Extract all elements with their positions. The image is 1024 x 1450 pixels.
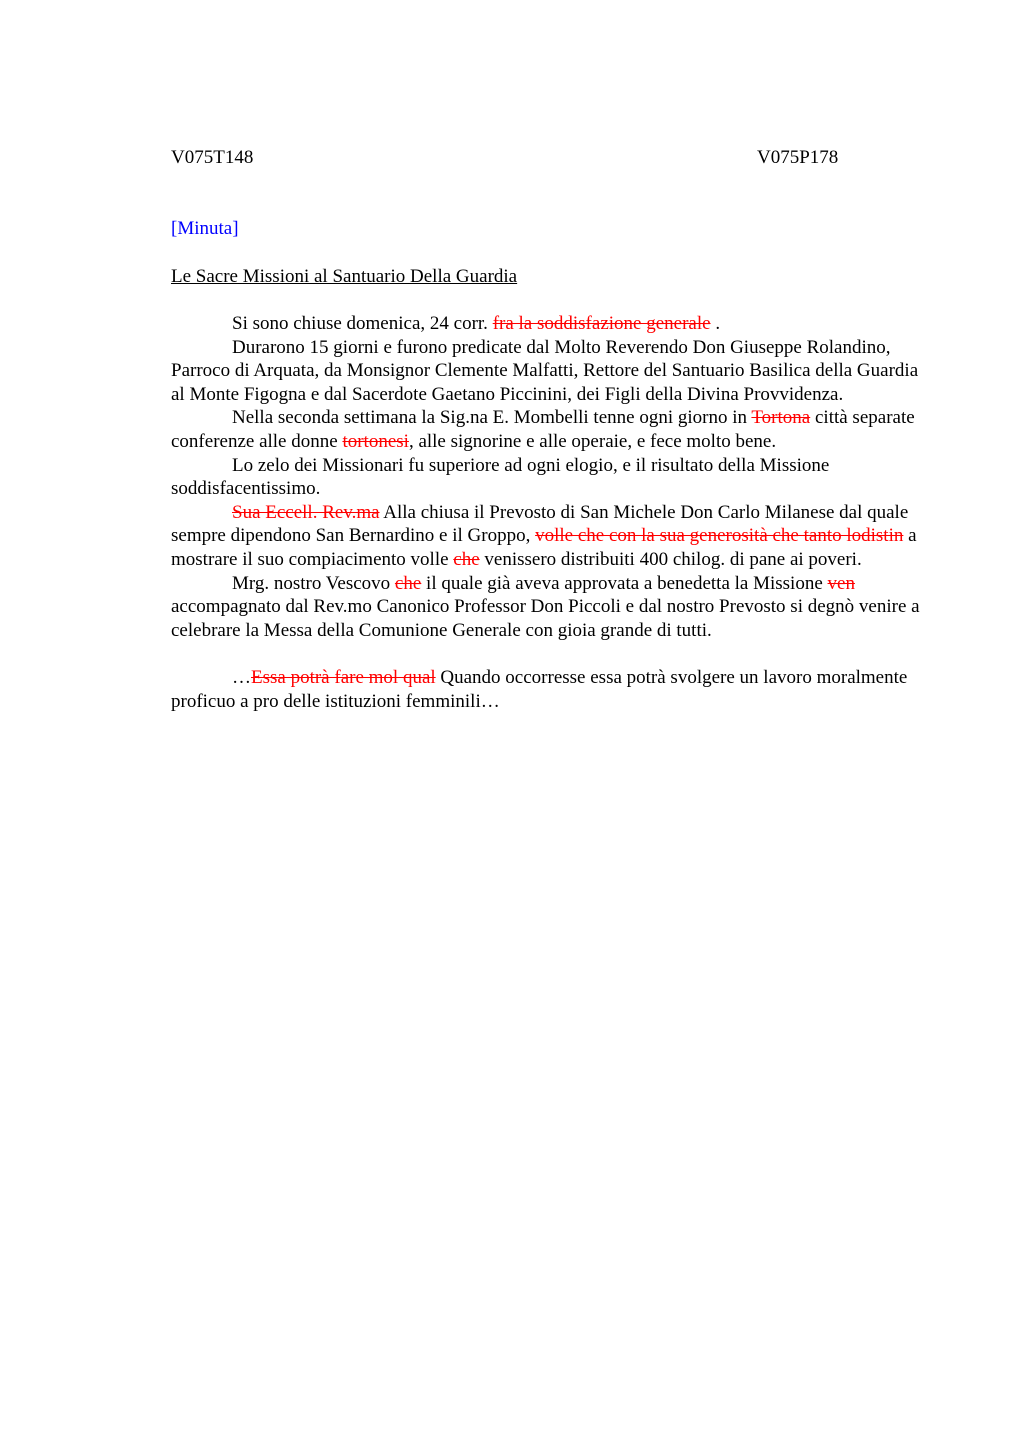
text-segment: città separate conferenze alle donne <box>171 407 915 452</box>
minuta-label: [Minuta] <box>171 218 239 239</box>
deleted-text: che <box>394 572 422 594</box>
document-code-right: V075P178 <box>757 147 839 168</box>
deleted-text: volle che con la sua generosità che tanto lodistin <box>535 525 904 547</box>
text-segment: il quale già aveva approvata a benedetta la Missione <box>421 572 828 594</box>
text-segment: Si sono chiuse domenica, 24 corr. <box>232 313 493 334</box>
document-code-left: V075T148 <box>171 147 254 168</box>
deleted-text: fra la soddisfazione generale <box>492 313 711 334</box>
text-segment: Lo zelo dei Missionari fu superiore ad ogni elogio, e il risultato della Missione soddisfacentissimo. <box>171 454 830 500</box>
deleted-text: Sua Eccell. Rev.ma <box>232 501 380 523</box>
text-segment: Alla chiusa il Prevosto di San Michele Don Carlo Milanese dal quale sempre dipendono San Bernardino e il Groppo, <box>171 501 909 547</box>
deleted-text: che <box>453 548 480 570</box>
paragraph-2 <box>171 336 931 407</box>
document-body <box>171 312 931 713</box>
paragraph-1 <box>171 312 931 336</box>
text-segment: . <box>710 313 721 334</box>
text-segment: accompagnato dal Rev.mo Canonico Professor Don Piccoli e dal nostro Prevosto si degnò venire a celebrare la Messa della Comunione Generale con gioia grande di tutti. <box>171 596 920 641</box>
text-segment: Mrg. nostro Vescovo <box>232 572 395 594</box>
text-segment: a mostrare il suo compiacimento volle <box>171 525 917 570</box>
deleted-text: ven <box>827 572 855 594</box>
document-title: Le Sacre Missioni al Santuario Della Guardia <box>171 266 518 287</box>
paragraph-7 <box>171 666 931 713</box>
text-segment: Quando occorresse essa potrà svolgere un lavoro moralmente proficuo a pro delle istituzioni femminili… <box>171 666 908 712</box>
deleted-text: Tortona <box>751 407 811 429</box>
paragraph-4 <box>171 454 931 501</box>
paragraph-5 <box>171 501 931 572</box>
deleted-text: Essa potrà fare mol qual <box>251 666 436 688</box>
paragraph-3 <box>171 406 931 453</box>
text-segment: venissero distribuiti 400 chilog. di pane ai poveri. <box>479 548 862 570</box>
text-segment: Durarono 15 giorni e furono predicate dal Molto Reverendo Don Giuseppe Rolandino, Parroco di Arquata, da Monsignor Clemente Malfatti, Rettore del Santuario Basilica della Guardia al Monte Figogna e dal Sacerdote Gaetano Piccinini, dei Figli della Divina Provvidenza. <box>171 336 919 405</box>
text-segment: , alle signorine e alle operaie, e fece molto bene. <box>408 430 777 452</box>
paragraph-6 <box>171 572 931 643</box>
text-segment: Nella seconda settimana la Sig.na E. Mombelli tenne ogni giorno in <box>232 407 752 429</box>
deleted-text: tortonesi <box>342 430 409 452</box>
text-segment: … <box>232 666 251 688</box>
